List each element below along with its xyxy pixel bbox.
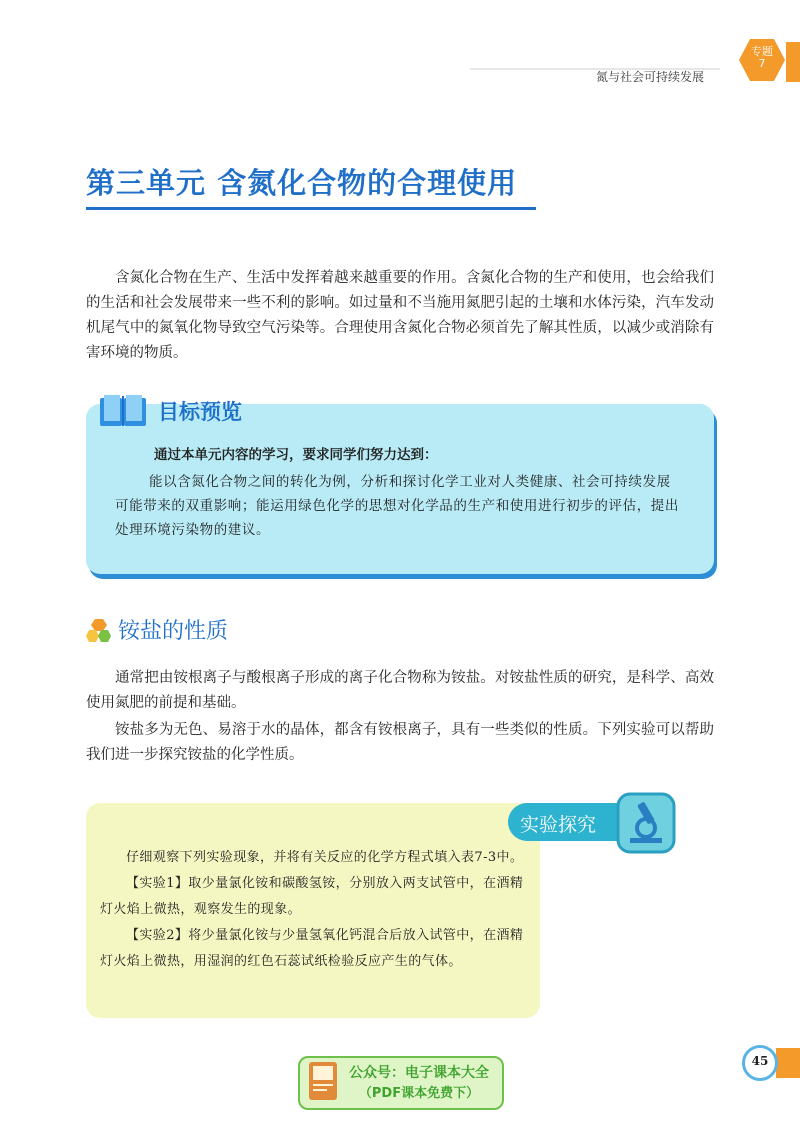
section-title: 铵盐的性质 bbox=[118, 619, 229, 644]
section-paragraph-1: 通常把由铵根离子与酸根离子形成的离子化合物称为铵盐。对铵盐性质的研究，是科学、高效使用氮肥的前提和基础。 bbox=[86, 670, 714, 711]
chapter-label: 专题 bbox=[751, 45, 773, 58]
goals-body: 能以含氮化合物之间的转化为例，分析和探讨化学工业对人类健康、社会可持续发展可能带来的双重影响；能运用绿色化学的思想对化学品的生产和使用进行初步的评估，提出处理环境污染物的建议。 bbox=[115, 474, 679, 538]
book-icon bbox=[98, 392, 148, 428]
section-paragraph-2: 铵盐多为无色、易溶于水的晶体，都含有铵根离子，具有一些类似的性质。下列实验可以帮助我们进一步探究铵盐的化学性质。 bbox=[86, 722, 714, 763]
experiment-text bbox=[100, 845, 530, 975]
watermark-line-1: 公众号：电子课本大全 bbox=[349, 1065, 489, 1081]
chapter-number: 7 bbox=[758, 57, 766, 70]
goals-title: 目标预览 bbox=[158, 400, 242, 424]
unit-title: 第三单元 含氮化合物的合理使用 bbox=[86, 166, 518, 200]
chapter-tab bbox=[786, 42, 800, 82]
experiment-2: 【实验2】将少量氯化铵与少量氢氧化钙混合后放入试管中，在酒精灯火焰上微热，用湿润的红色石蕊试纸检验反应产生的气体。 bbox=[100, 928, 524, 969]
hexagon-cluster-icon bbox=[86, 618, 112, 644]
page-number: 45 bbox=[751, 1054, 769, 1068]
page-tab bbox=[776, 1048, 800, 1078]
microscope-icon bbox=[616, 792, 676, 854]
chapter-badge bbox=[742, 46, 782, 70]
intro-paragraph: 含氮化合物在生产、生活中发挥着越来越重要的作用。含氮化合物的生产和使用，也会给我们的生活和社会发展带来一些不利的影响。如过量和不当施用氮肥引起的土壤和水体污染，汽车发动机尾气中的氮氧化物导致空气污染等。合理使用含氮化合物必须首先了解其性质，以减少或消除有害环境的物质。 bbox=[86, 270, 714, 361]
book-reader-icon bbox=[306, 1060, 340, 1102]
experiment-1: 【实验1】取少量氯化铵和碳酸氢铵，分别放入两支试管中，在酒精灯火焰上微热，观察发生的现象。 bbox=[100, 876, 524, 917]
experiment-instruction: 仔细观察下列实验现象，并将有关反应的化学方程式填入表7-3中。 bbox=[126, 850, 524, 865]
running-title: 氮与社会可持续发展 bbox=[595, 70, 704, 84]
goals-lead: 通过本单元内容的学习，要求同学们努力达到： bbox=[154, 447, 438, 463]
experiment-badge-label: 实验探究 bbox=[520, 814, 597, 836]
title-underline bbox=[86, 207, 536, 210]
watermark-line-2: （PDF课本免费下） bbox=[358, 1086, 480, 1101]
